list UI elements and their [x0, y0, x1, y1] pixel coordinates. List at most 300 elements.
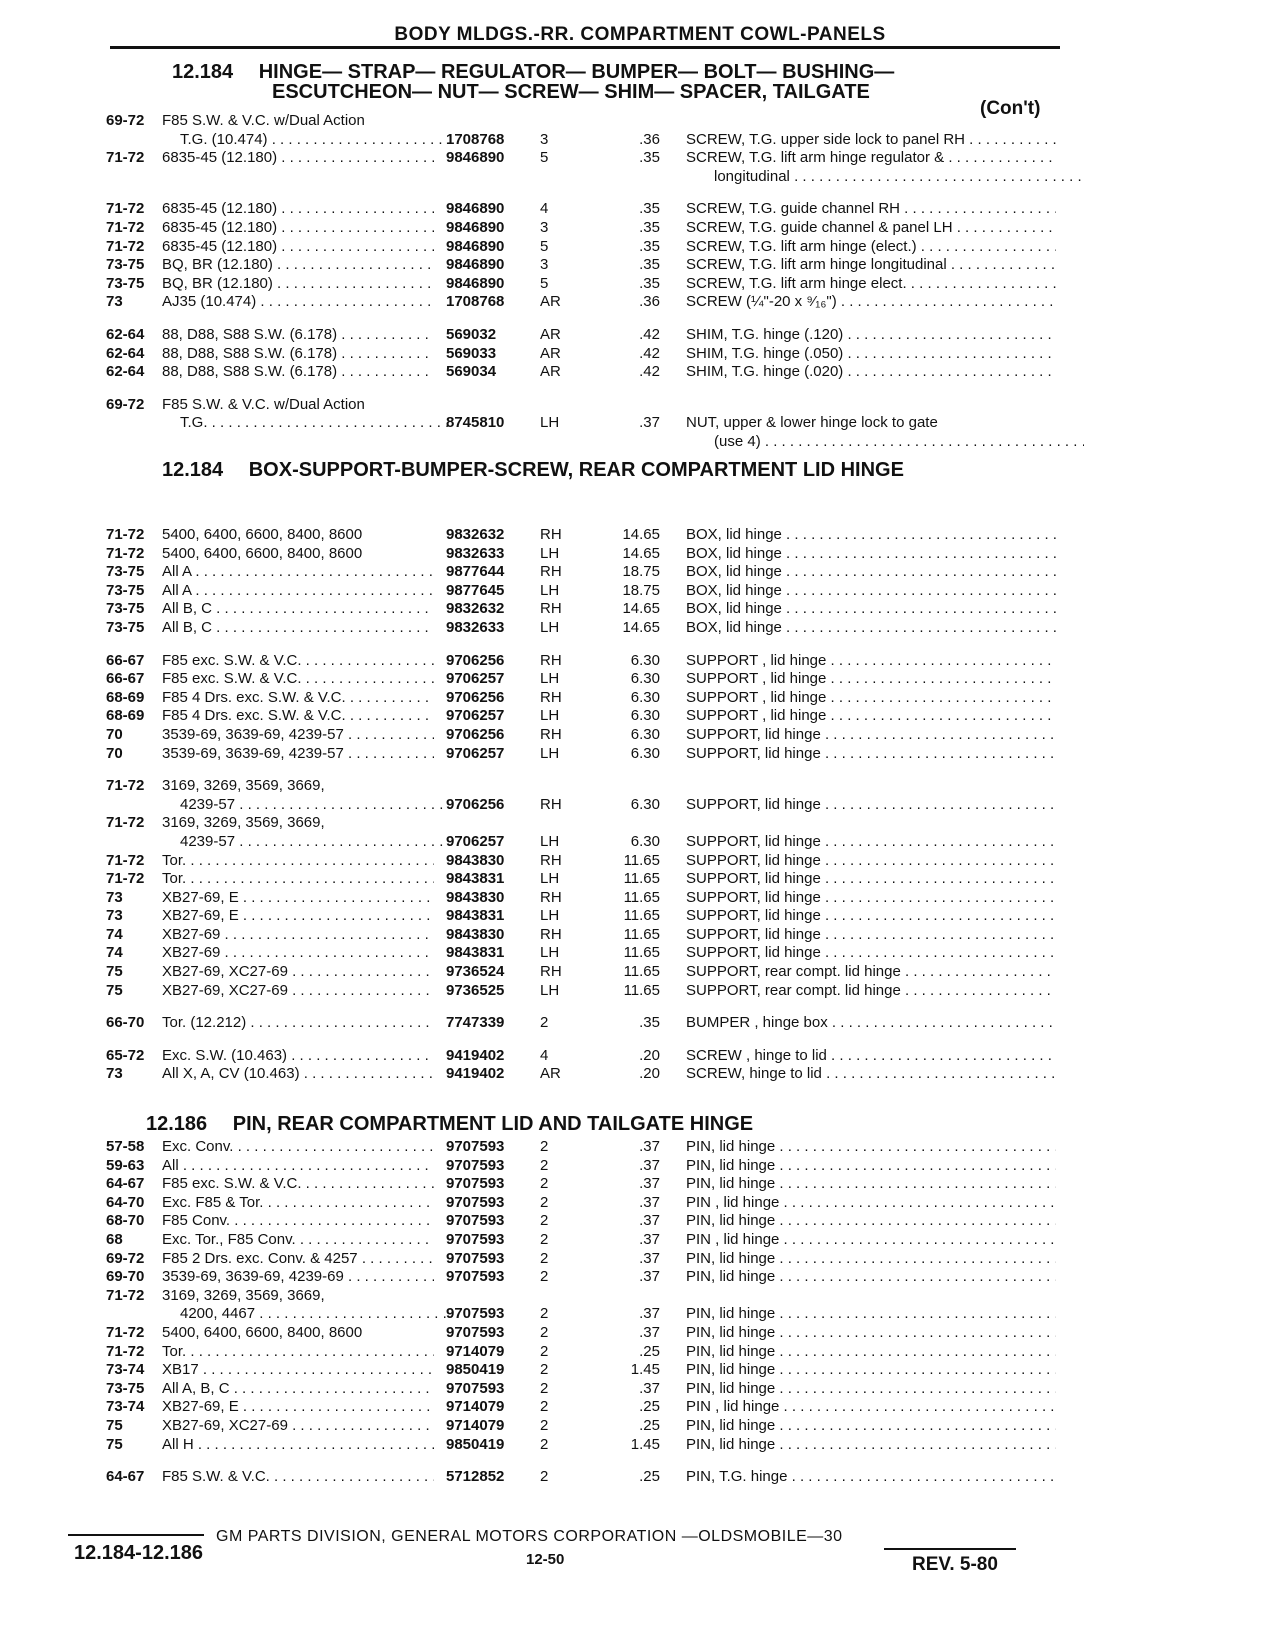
quantity-cell: RH [540, 725, 562, 743]
description-cell: SHIM, T.G. hinge (.050) . . . [686, 345, 1056, 364]
description-cell: SCREW, T.G. guide channel RH . . . [686, 200, 1056, 219]
price-cell: 14.65 [622, 544, 660, 562]
price-cell: 6.30 [630, 795, 660, 813]
part-number-cell: 9843831 [446, 907, 505, 925]
description-cell: SHIM, T.G. hinge (.020) . . . [686, 363, 1056, 382]
description-cell: PIN, lid hinge . . . [686, 1361, 1056, 1380]
price-cell: .20 [639, 1046, 660, 1064]
table-row [0, 777, 1280, 796]
table-row [0, 1231, 1280, 1250]
model-cell: XB27-69, XC27-69 . . . [162, 1417, 434, 1436]
quantity-cell: 2 [540, 1193, 549, 1211]
table-row [0, 1065, 1280, 1084]
quantity-cell: AR [540, 344, 561, 362]
description-cell: SCREW, hinge to lid . . . [686, 1065, 1056, 1084]
price-cell: 11.65 [623, 925, 660, 943]
part-number-cell: 9877645 [446, 581, 505, 599]
description-cell: PIN, lid hinge . . . [686, 1175, 1056, 1194]
price-cell: .37 [639, 1249, 660, 1267]
part-number-cell: 9843830 [446, 925, 505, 943]
year-cell: 71-72 [106, 218, 145, 236]
part-number-cell: 569032 [446, 325, 497, 343]
model-cell: XB27-69, XC27-69 . . . [162, 963, 434, 982]
price-cell: 6.30 [630, 725, 660, 743]
footer-publisher: GM PARTS DIVISION, GENERAL MOTORS CORPORATION —OLDSMOBILE—30 [216, 1528, 843, 1545]
table-row [0, 1250, 1280, 1269]
part-number-cell: 9706257 [446, 707, 505, 725]
price-cell: .42 [639, 325, 660, 343]
part-number-cell: 9706257 [446, 744, 505, 762]
part-number-cell: 9850419 [446, 1435, 505, 1453]
quantity-cell: 5 [540, 149, 549, 167]
year-cell: 66-70 [106, 1014, 145, 1032]
table-row [0, 293, 1280, 312]
group-gap [0, 312, 1280, 326]
year-cell: 64-67 [106, 1468, 145, 1486]
model-cell: F85 exc. S.W. & V.C. . . . [162, 670, 434, 689]
model-cell: 3169, 3269, 3569, 3669, [162, 814, 325, 832]
quantity-cell: 5 [540, 274, 549, 292]
quantity-cell: 2 [540, 1361, 549, 1379]
price-cell: 14.65 [622, 526, 660, 543]
model-cell: XB27-69, E . . . [162, 1398, 434, 1417]
price-cell: .25 [639, 1468, 660, 1486]
model-cell: 88, D88, S88 S.W. (6.178) . . . [162, 326, 434, 345]
price-cell: 6.30 [630, 707, 660, 725]
model-cell: 6835-45 (12.180) . . . [162, 200, 434, 219]
year-cell: 65-72 [106, 1046, 145, 1064]
price-cell: .35 [639, 274, 660, 292]
section-number: 12.186 [146, 1113, 208, 1135]
description-cell: SCREW, T.G. guide channel & panel LH . . . [686, 219, 1056, 238]
description-cell: SUPPORT, lid hinge . . . [686, 907, 1056, 926]
model-cell: BQ, BR (12.180) . . . [162, 275, 434, 294]
price-cell: .37 [639, 1230, 660, 1248]
model-cell: Exc. S.W. (10.463) . . . [162, 1047, 434, 1066]
model-cell: Exc. F85 & Tor. . . . [162, 1194, 434, 1213]
year-cell: 73 [106, 907, 123, 925]
model-cell: Tor. . . . [162, 1343, 434, 1362]
year-cell: 71-72 [106, 870, 145, 888]
part-number-cell: 9850419 [446, 1361, 505, 1379]
quantity-cell: LH [540, 870, 560, 888]
table-row [0, 889, 1280, 908]
part-number-cell: 9832633 [446, 618, 505, 636]
table-row [0, 852, 1280, 871]
year-cell: 73-75 [106, 618, 145, 636]
description-cell: SUPPORT , lid hinge . . . [686, 652, 1056, 671]
part-number-cell: 9843830 [446, 851, 505, 869]
year-cell: 71-72 [106, 814, 145, 832]
price-cell: .25 [639, 1398, 660, 1416]
quantity-cell: 3 [540, 218, 549, 236]
model-cell: F85 4 Drs. exc. S.W. & V.C. . . . [162, 707, 434, 726]
quantity-cell: 2 [540, 1175, 549, 1193]
year-cell: 64-67 [106, 1175, 145, 1193]
year-cell: 73-75 [106, 581, 145, 599]
year-cell: 75 [106, 981, 123, 999]
quantity-cell: AR [540, 1065, 561, 1083]
table-row [0, 1212, 1280, 1231]
part-number-cell: 569033 [446, 344, 497, 362]
price-cell: .20 [639, 1065, 660, 1083]
model-cell: 6835-45 (12.180) . . . [162, 238, 434, 257]
table-row [0, 944, 1280, 963]
year-cell: 68-69 [106, 688, 145, 706]
description-cell: PIN, lid hinge . . . [686, 1324, 1056, 1343]
section-title: PIN, REAR COMPARTMENT LID AND TAILGATE HINGE [232, 1113, 754, 1135]
model-cell: XB17 . . . [162, 1361, 434, 1380]
description-cell: SUPPORT, lid hinge . . . [686, 726, 1056, 745]
group-gap [0, 186, 1280, 200]
table-row [0, 1138, 1280, 1157]
description-cell: SUPPORT, rear compt. lid hinge . . . [686, 982, 1056, 1001]
table-row [0, 982, 1280, 1001]
table-row [0, 652, 1280, 671]
model-cell: XB27-69 . . . [162, 926, 434, 945]
part-number-cell: 9843830 [446, 888, 505, 906]
year-cell: 64-70 [106, 1193, 145, 1211]
description-cell: BOX, lid hinge . . . [686, 600, 1056, 619]
description-cell: SUPPORT, lid hinge . . . [686, 944, 1056, 963]
part-number-cell: 9706256 [446, 795, 505, 813]
year-cell: 75 [106, 963, 123, 981]
price-cell: 11.65 [623, 870, 660, 888]
price-cell: 6.30 [630, 832, 660, 850]
table-row [0, 1324, 1280, 1343]
section-title-line2: ESCUTCHEON— NUT— SCREW— SHIM— SPACER, TAILGATE [272, 81, 870, 103]
quantity-cell: 2 [540, 1468, 549, 1486]
year-cell: 69-70 [106, 1268, 145, 1286]
description-cell: SUPPORT, rear compt. lid hinge . . . [686, 963, 1056, 982]
year-cell: 71-72 [106, 526, 145, 543]
description-cell: PIN, lid hinge . . . [686, 1250, 1056, 1269]
description-cell: SUPPORT, lid hinge . . . [686, 796, 1056, 815]
year-cell: 73-74 [106, 1398, 145, 1416]
section-number: 12.184 [172, 61, 234, 83]
part-number-cell: 9707593 [446, 1305, 505, 1323]
model-cell: 4200, 4467 . . . [180, 1305, 452, 1324]
description-cell: SUPPORT , lid hinge . . . [686, 707, 1056, 726]
price-cell: 6.30 [630, 651, 660, 669]
table-row [0, 1287, 1280, 1306]
model-cell: 5400, 6400, 6600, 8400, 8600 [162, 544, 363, 562]
section-heading-hinge-line2 [272, 82, 870, 103]
model-cell: 5400, 6400, 6600, 8400, 8600 [162, 526, 363, 543]
year-cell: 71-72 [106, 200, 145, 218]
quantity-cell: 2 [540, 1416, 549, 1434]
description-cell: SCREW, T.G. upper side lock to panel RH . . . [686, 131, 1056, 150]
footer-section-range: 12.184-12.186 [74, 1542, 204, 1564]
part-number-cell: 9832632 [446, 526, 505, 543]
part-number-cell: 9846890 [446, 218, 505, 236]
model-cell: 6835-45 (12.180) . . . [162, 219, 434, 238]
year-cell: 69-72 [106, 1249, 145, 1267]
section-title: BOX-SUPPORT-BUMPER-SCREW, REAR COMPARTMENT LID HINGE [248, 459, 904, 481]
quantity-cell: 2 [540, 1398, 549, 1416]
year-cell: 73 [106, 888, 123, 906]
description-cell: BOX, lid hinge . . . [686, 582, 1056, 601]
price-cell: .36 [639, 130, 660, 148]
quantity-cell: RH [540, 795, 562, 813]
table-row [0, 275, 1280, 294]
table-row [0, 796, 1280, 815]
table-row [0, 1343, 1280, 1362]
price-cell: 11.65 [623, 907, 660, 925]
part-number-cell: 9832633 [446, 544, 505, 562]
year-cell: 70 [106, 725, 123, 743]
price-cell: 6.30 [630, 744, 660, 762]
price-cell: .37 [639, 1268, 660, 1286]
price-cell: .37 [639, 1156, 660, 1174]
quantity-cell: LH [540, 707, 560, 725]
part-number-cell: 9707593 [446, 1138, 505, 1155]
quantity-cell: 2 [540, 1014, 549, 1032]
description-cell: PIN , lid hinge . . . [686, 1231, 1056, 1250]
price-cell: 11.65 [623, 888, 660, 906]
table-row [0, 168, 1280, 187]
table-row [0, 1398, 1280, 1417]
part-number-cell: 9843831 [446, 944, 505, 962]
description-cell: PIN, lid hinge . . . [686, 1138, 1056, 1157]
description-cell: PIN, lid hinge . . . [686, 1380, 1056, 1399]
quantity-cell: LH [540, 581, 560, 599]
table-row [0, 619, 1280, 638]
price-cell: .35 [639, 218, 660, 236]
part-number-cell: 9877644 [446, 563, 505, 581]
quantity-cell: 2 [540, 1268, 549, 1286]
model-cell: 3169, 3269, 3569, 3669, [162, 1286, 325, 1304]
part-number-cell: 569034 [446, 363, 497, 381]
table-row [0, 131, 1280, 150]
price-cell: .37 [639, 1323, 660, 1341]
part-number-cell: 1708768 [446, 293, 505, 311]
model-cell: All H . . . [162, 1436, 434, 1455]
quantity-cell: 3 [540, 256, 549, 274]
part-number-cell: 9706257 [446, 670, 505, 688]
model-cell: All A . . . [162, 582, 434, 601]
quantity-cell: RH [540, 851, 562, 869]
model-cell: All X, A, CV (10.463) . . . [162, 1065, 434, 1084]
section-heading-pin [146, 1114, 753, 1135]
quantity-cell: LH [540, 981, 560, 999]
part-number-cell: 9706256 [446, 725, 505, 743]
model-cell: Tor. . . . [162, 870, 434, 889]
table-row [0, 1194, 1280, 1213]
model-cell: 3539-69, 3639-69, 4239-69 . . . [162, 1268, 434, 1287]
parts-table-hinge [0, 112, 1280, 452]
description-cell: SUPPORT, lid hinge . . . [686, 745, 1056, 764]
model-cell: F85 S.W. & V.C. w/Dual Action [162, 112, 365, 129]
part-number-cell: 9832632 [446, 600, 505, 618]
model-cell: F85 exc. S.W. & V.C. . . . [162, 1175, 434, 1194]
price-cell: 1.45 [630, 1435, 660, 1453]
model-cell: All B, C . . . [162, 619, 434, 638]
section-title-line1: HINGE— STRAP— REGULATOR— BUMPER— BOLT— BUSHING— [258, 61, 895, 83]
price-cell: .36 [639, 293, 660, 311]
table-row [0, 545, 1280, 564]
description-cell: PIN, lid hinge . . . [686, 1305, 1056, 1324]
year-cell: 62-64 [106, 325, 145, 343]
year-cell: 73 [106, 1065, 123, 1083]
model-cell: Exc. Conv. . . . [162, 1138, 434, 1157]
table-row [0, 414, 1280, 433]
model-cell: 3539-69, 3639-69, 4239-57 . . . [162, 745, 434, 764]
group-gap [0, 763, 1280, 777]
description-cell: BUMPER , hinge box . . . [686, 1014, 1056, 1033]
description-cell: SCREW, T.G. lift arm hinge (elect.) . . . [686, 238, 1056, 257]
table-row [0, 1014, 1280, 1033]
part-number-cell: 9706257 [446, 832, 505, 850]
year-cell: 68-70 [106, 1212, 145, 1230]
table-row [0, 726, 1280, 745]
description-cell: BOX, lid hinge . . . [686, 619, 1056, 638]
table-row [0, 326, 1280, 345]
description-cell: SUPPORT, lid hinge . . . [686, 889, 1056, 908]
table-row [0, 670, 1280, 689]
price-cell: .35 [639, 200, 660, 218]
year-cell: 68 [106, 1230, 123, 1248]
quantity-cell: AR [540, 325, 561, 343]
description-cell: SUPPORT, lid hinge . . . [686, 852, 1056, 871]
year-cell: 73-75 [106, 600, 145, 618]
price-cell: .37 [639, 1305, 660, 1323]
price-cell: 6.30 [630, 688, 660, 706]
part-number-cell: 9736525 [446, 981, 505, 999]
price-cell: 14.65 [622, 618, 660, 636]
table-row [0, 689, 1280, 708]
table-row [0, 1436, 1280, 1455]
table-row [0, 363, 1280, 382]
table-row [0, 1468, 1280, 1487]
model-cell: Tor. (12.212) . . . [162, 1014, 434, 1033]
table-row [0, 219, 1280, 238]
group-gap [0, 1033, 1280, 1047]
quantity-cell: LH [540, 907, 560, 925]
part-number-cell: 9736524 [446, 963, 505, 981]
part-number-cell: 5712852 [446, 1468, 505, 1486]
table-row [0, 1305, 1280, 1324]
quantity-cell: 4 [540, 1046, 549, 1064]
model-cell: XB27-69, E . . . [162, 889, 434, 908]
year-cell: 57-58 [106, 1138, 145, 1155]
price-cell: .37 [639, 1193, 660, 1211]
quantity-cell: 2 [540, 1379, 549, 1397]
model-cell: All A . . . [162, 563, 434, 582]
description-cell: SUPPORT , lid hinge . . . [686, 689, 1056, 708]
year-cell: 59-63 [106, 1156, 145, 1174]
price-cell: .25 [639, 1416, 660, 1434]
model-cell: All . . . [162, 1157, 434, 1176]
description-cell: SCREW, T.G. lift arm hinge elect. . . . [686, 275, 1056, 294]
part-number-cell: 9846890 [446, 256, 505, 274]
year-cell: 75 [106, 1435, 123, 1453]
description-cell: PIN, lid hinge . . . [686, 1417, 1056, 1436]
section-heading-hinge [172, 62, 894, 83]
year-cell: 71-72 [106, 237, 145, 255]
table-row [0, 582, 1280, 601]
description-cell: BOX, lid hinge . . . [686, 563, 1056, 582]
quantity-cell: 3 [540, 130, 549, 148]
year-cell: 70 [106, 744, 123, 762]
description-cell: PIN, T.G. hinge . . . [686, 1468, 1056, 1487]
description-cell: longitudinal . . . [714, 168, 1084, 187]
year-cell: 68-69 [106, 707, 145, 725]
year-cell: 73 [106, 293, 123, 311]
part-number-cell: 8745810 [446, 414, 505, 432]
model-cell: XB27-69, E . . . [162, 907, 434, 926]
year-cell: 71-72 [106, 1323, 145, 1341]
model-cell: AJ35 (10.474) . . . [162, 293, 434, 312]
part-number-cell: 7747339 [446, 1014, 505, 1032]
group-gap [0, 1454, 1280, 1468]
model-cell: T.G. . . . [180, 414, 452, 433]
table-row [0, 926, 1280, 945]
quantity-cell: 2 [540, 1249, 549, 1267]
description-cell: SHIM, T.G. hinge (.120) . . . [686, 326, 1056, 345]
model-cell: F85 Conv. . . . [162, 1212, 434, 1231]
part-number-cell: 9714079 [446, 1416, 505, 1434]
description-cell: SCREW, T.G. lift arm hinge longitudinal . . . [686, 256, 1056, 275]
price-cell: .35 [639, 237, 660, 255]
parts-table-box-support [0, 526, 1280, 1084]
quantity-cell: LH [540, 414, 560, 432]
quantity-cell: 5 [540, 237, 549, 255]
part-number-cell: 9707593 [446, 1193, 505, 1211]
parts-table-pin [0, 1138, 1280, 1487]
part-number-cell: 9707593 [446, 1230, 505, 1248]
table-row [0, 1417, 1280, 1436]
part-number-cell: 9707593 [446, 1323, 505, 1341]
quantity-cell: 2 [540, 1323, 549, 1341]
description-cell: PIN , lid hinge . . . [686, 1194, 1056, 1213]
description-cell: PIN, lid hinge . . . [686, 1436, 1056, 1455]
table-row [0, 814, 1280, 833]
quantity-cell: LH [540, 832, 560, 850]
part-number-cell: 9419402 [446, 1046, 505, 1064]
part-number-cell: 9706256 [446, 651, 505, 669]
quantity-cell: LH [540, 544, 560, 562]
part-number-cell: 9707593 [446, 1249, 505, 1267]
model-cell: F85 exc. S.W. & V.C. . . . [162, 652, 434, 671]
price-cell: .42 [639, 363, 660, 381]
description-cell: PIN, lid hinge . . . [686, 1212, 1056, 1231]
year-cell: 66-67 [106, 670, 145, 688]
footer-revision: REV. 5-80 [912, 1554, 998, 1575]
model-cell: 3539-69, 3639-69, 4239-57 . . . [162, 726, 434, 745]
year-cell: 75 [106, 1416, 123, 1434]
model-cell: F85 S.W. & V.C. w/Dual Action [162, 395, 365, 413]
price-cell: .42 [639, 344, 660, 362]
year-cell: 71-72 [106, 777, 145, 795]
table-row [0, 256, 1280, 275]
part-number-cell: 9706256 [446, 688, 505, 706]
quantity-cell: LH [540, 944, 560, 962]
part-number-cell: 9714079 [446, 1342, 505, 1360]
quantity-cell: 2 [540, 1138, 549, 1155]
quantity-cell: LH [540, 618, 560, 636]
year-cell: 71-72 [106, 1286, 145, 1304]
model-cell: 88, D88, S88 S.W. (6.178) . . . [162, 363, 434, 382]
model-cell: 88, D88, S88 S.W. (6.178) . . . [162, 345, 434, 364]
year-cell: 69-72 [106, 112, 145, 129]
description-cell: BOX, lid hinge . . . [686, 526, 1056, 545]
description-cell: PIN, lid hinge . . . [686, 1157, 1056, 1176]
model-cell: 4239-57 . . . [180, 796, 452, 815]
price-cell: .37 [639, 1212, 660, 1230]
table-row [0, 1157, 1280, 1176]
year-cell: 66-67 [106, 651, 145, 669]
